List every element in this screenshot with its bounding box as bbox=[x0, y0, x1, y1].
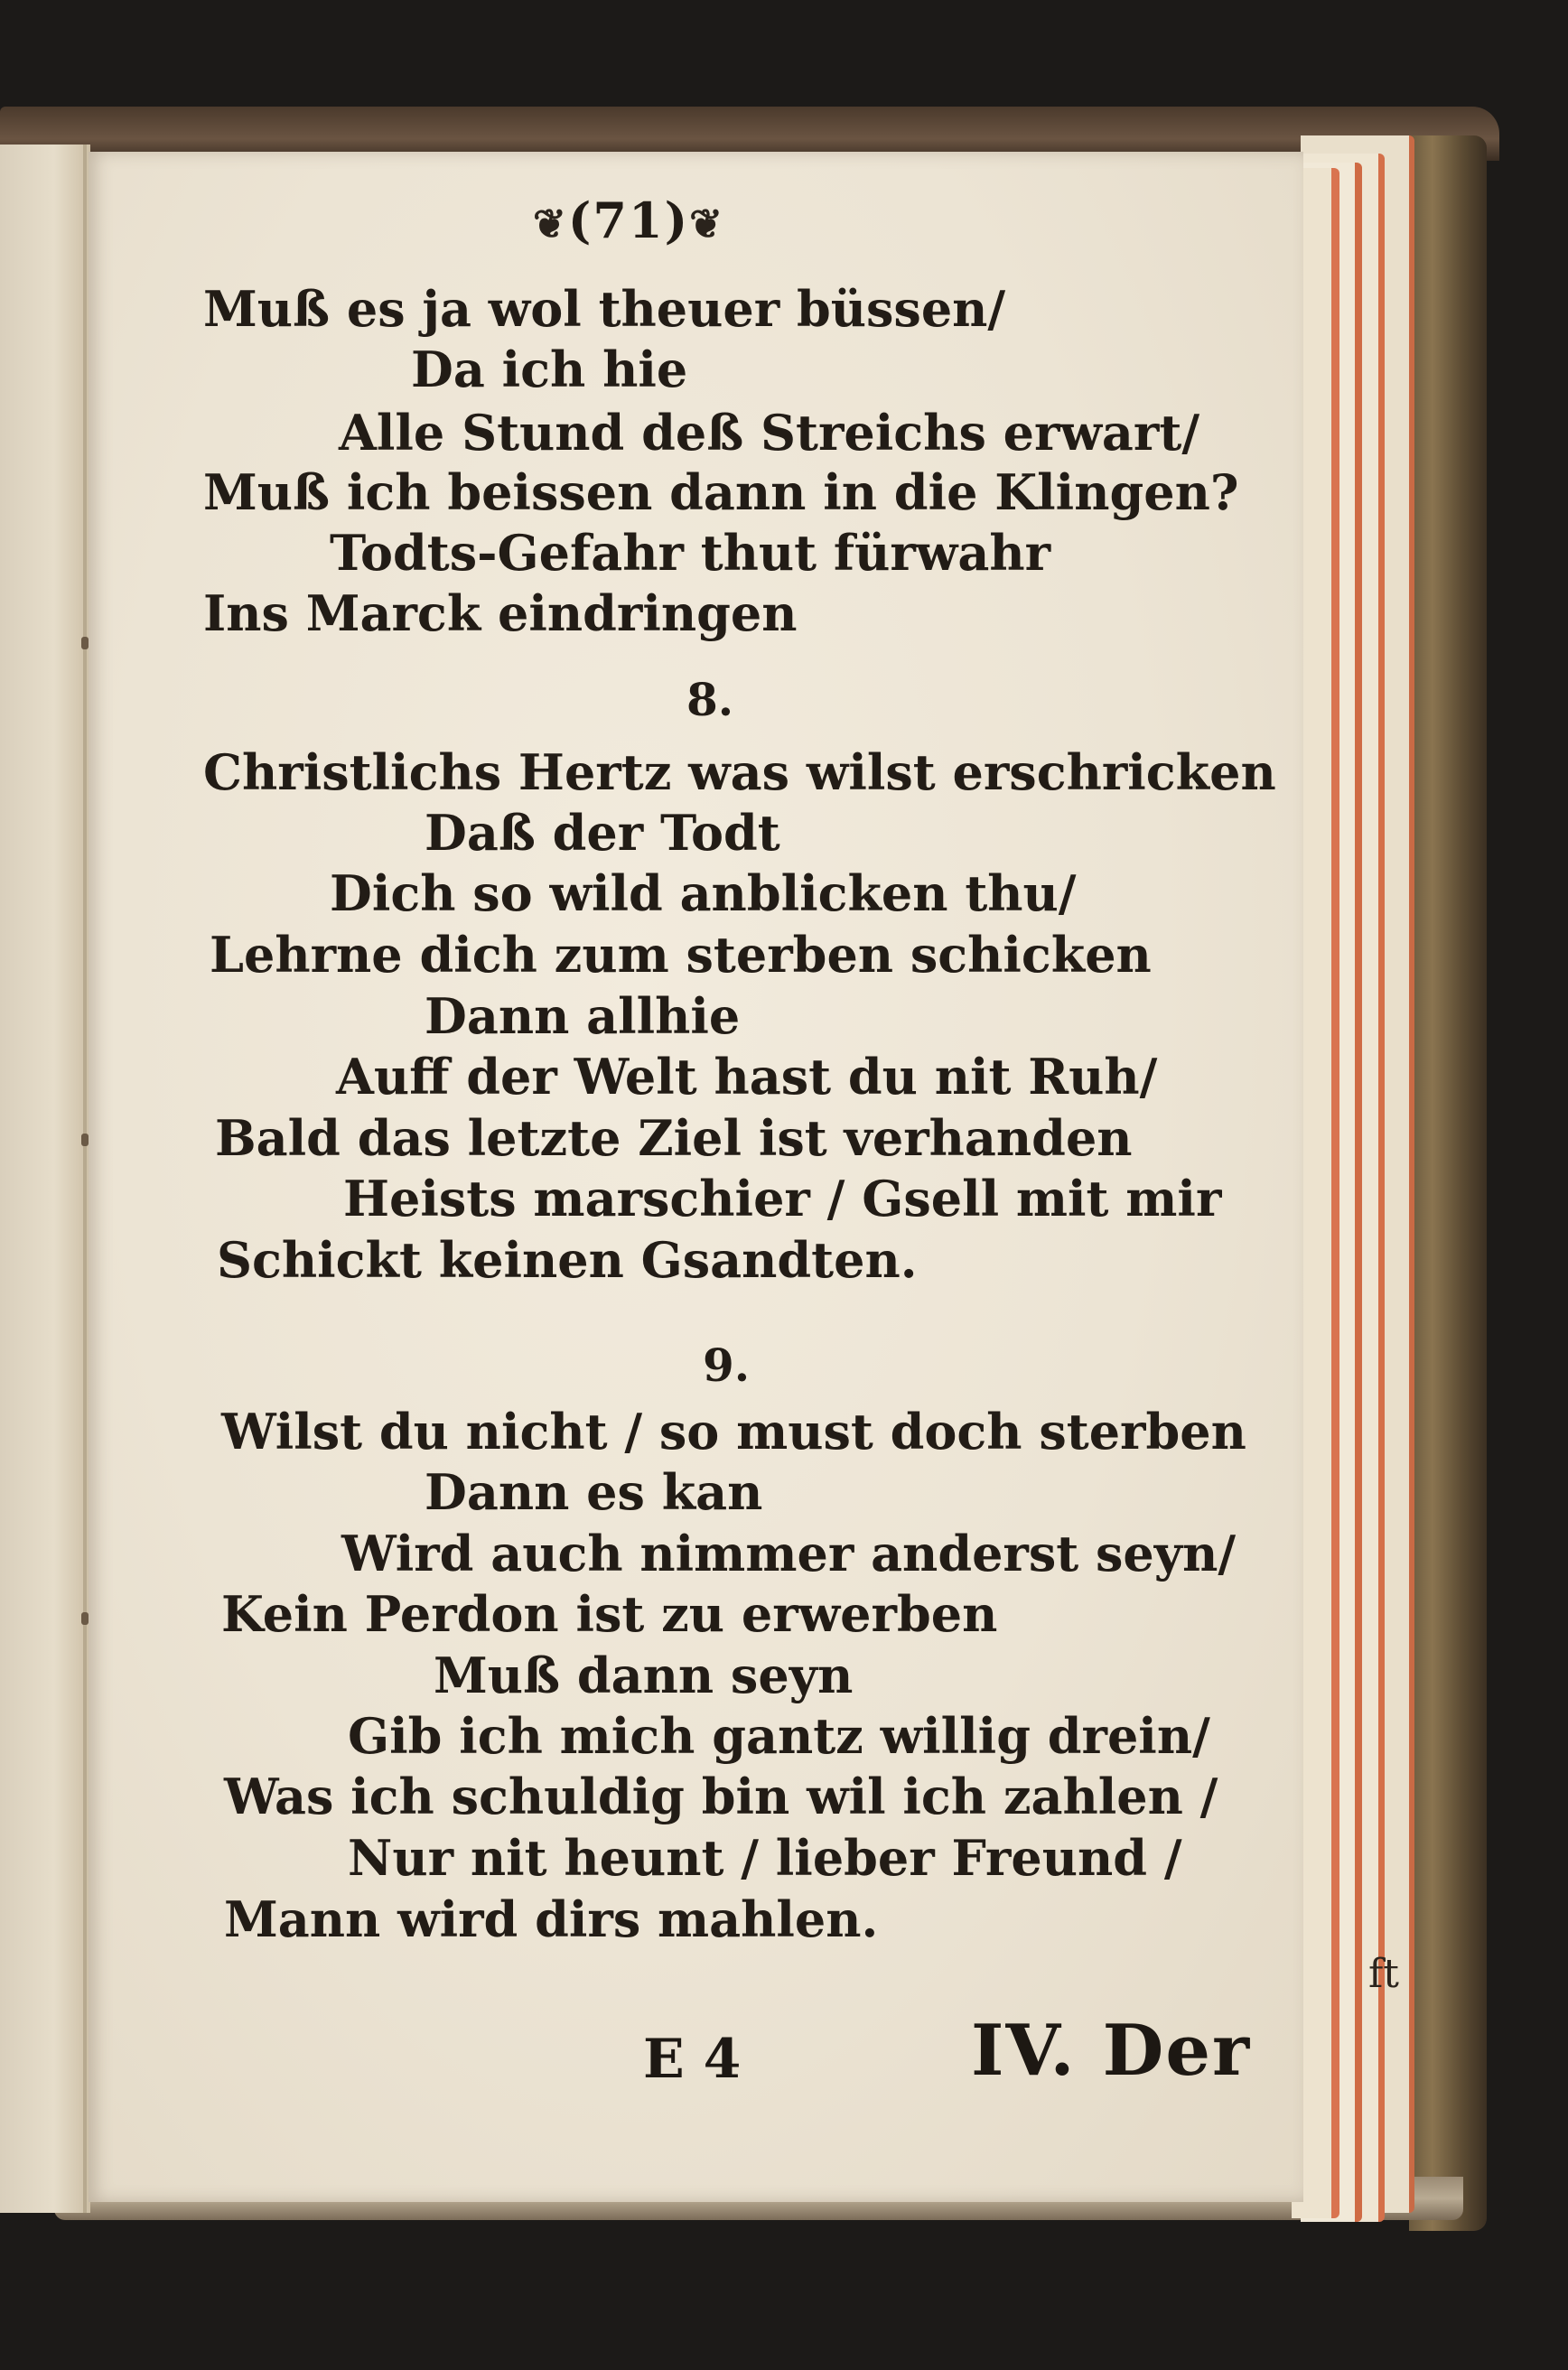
verse-line: Mann wird dirs mahlen. bbox=[224, 1890, 879, 1948]
binding-stitch bbox=[81, 1134, 89, 1146]
verse-line: Heists marschier / Gsell mit mir bbox=[343, 1170, 1222, 1227]
verse-line: Dann allhie bbox=[425, 987, 741, 1045]
verse-line: Todts-Gefahr thut fürwahr bbox=[330, 524, 1051, 582]
verse-line: Dich so wild anblicken thu/ bbox=[330, 864, 1077, 922]
page-header bbox=[533, 191, 724, 249]
verse-line: Alle Stund deß Streichs erwart/ bbox=[339, 404, 1200, 462]
verse-line: Daß der Todt bbox=[425, 804, 780, 862]
verse-line: Was ich schuldig bin wil ich zahlen / bbox=[224, 1768, 1218, 1825]
verse-line: Muß ich beissen dann in die Klingen? bbox=[203, 463, 1239, 521]
catchword: IV. Der bbox=[971, 2010, 1252, 2092]
book-cover-right bbox=[1409, 135, 1487, 2231]
verse-line: Gib ich mich gantz willig drein/ bbox=[348, 1707, 1210, 1765]
left-page-edge bbox=[0, 145, 90, 2213]
page-number: (71) bbox=[567, 191, 690, 249]
verse-line: Wird auch nimmer anderst seyn/ bbox=[341, 1525, 1237, 1582]
page-gutter bbox=[83, 145, 87, 2213]
stanza-number: 9. bbox=[703, 1339, 751, 1392]
verse-line: Dann es kan bbox=[425, 1463, 763, 1521]
verse-line: Muß dann seyn bbox=[434, 1647, 854, 1704]
stanza-number: 8. bbox=[686, 673, 734, 726]
ornament-left-icon: ❦ bbox=[533, 201, 568, 247]
verse-line: Christlichs Hertz was wilst erschricken bbox=[203, 743, 1276, 801]
binding-stitch bbox=[81, 1612, 89, 1625]
verse-line: Schickt keinen Gsandten. bbox=[217, 1231, 918, 1289]
signature-mark: E 4 bbox=[643, 2028, 742, 2091]
verse-line: Da ich hie bbox=[411, 341, 688, 398]
verse-line: Bald das letzte Ziel ist verhanden bbox=[215, 1109, 1133, 1167]
verse-line: Ins Marck eindringen bbox=[203, 584, 798, 642]
ornament-right-icon: ❦ bbox=[689, 201, 724, 247]
verse-line: Muß es ja wol theuer büssen/ bbox=[203, 280, 1006, 338]
verse-line: Nur nit heunt / lieber Freund / bbox=[348, 1829, 1182, 1887]
underlying-page-fragment: ft bbox=[1368, 1951, 1399, 1997]
verse-line: Auff der Welt hast du nit Ruh/ bbox=[336, 1048, 1158, 1106]
binding-stitch bbox=[81, 637, 89, 649]
verse-line: Lehrne dich zum sterben schicken bbox=[210, 926, 1152, 984]
verse-line: Wilst du nicht / so must doch sterben bbox=[221, 1403, 1246, 1460]
verse-line: Kein Perdon ist zu erwerben bbox=[221, 1585, 998, 1643]
